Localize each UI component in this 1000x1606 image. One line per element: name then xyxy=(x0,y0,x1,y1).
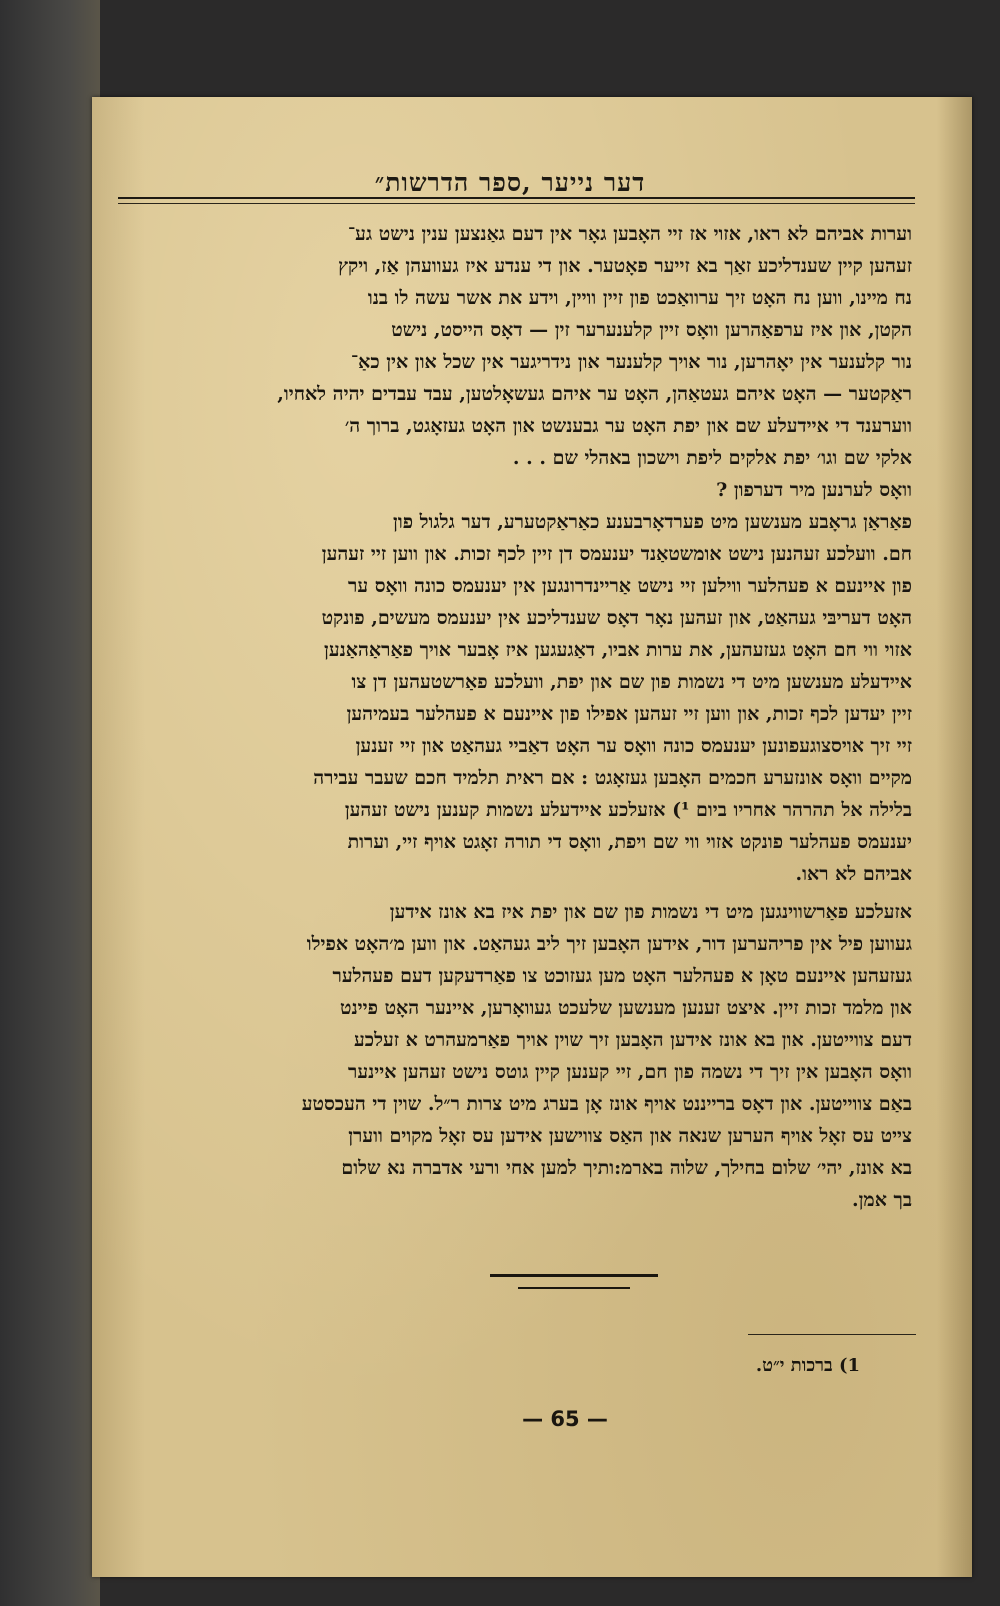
page-number: — 65 — xyxy=(522,1407,608,1431)
text-line: געווען פיל אין פריהערען דור, אידען האָבען זיך ליב געהאַט. און ווען מ׳האָט אפילו xyxy=(306,933,912,955)
text-line: בא אונז, יהי׳ שלום בחילך, שלוה בארמ:ותיך למען אחי ורעי אדברה נא שלום xyxy=(341,1157,912,1179)
text-line: ווערענד די איידעלע שם און יפת האָט ער גבענשט און האָט געזאָגט, ברוך ה׳ xyxy=(344,415,912,437)
text-line: באַם צווייטען. און דאָס ברייננט אויף אונז אָן בערג מיט צרות ר״ל. שוין די העכסטע xyxy=(301,1093,912,1115)
text-line: האָט דעריבּי געהאַט, און זעהען נאָר דאָס שענדליכע אין יענעמס מעשים, פונקט xyxy=(321,607,912,629)
footnote: 1) ברכות י״ט. xyxy=(755,1355,860,1376)
text-line: נור קלענער אין יאָהרען, נור אויך קלענער און נידריגער אין שכל און אין כאַ־ xyxy=(350,351,912,373)
text-line: און מלמד זכות זיין. איצט זענען מענשען שלעכט געוואָרען, איינער האָט פיינט xyxy=(340,997,912,1019)
body-text xyxy=(222,218,912,1216)
text-line: אזוי ווי חם האָט געזעהען, את ערות אביו, דאַגעגען איז אָבער אויך פאַראַהאַנען xyxy=(324,639,912,661)
paragraph xyxy=(222,474,912,506)
footnote-rule xyxy=(748,1334,916,1335)
paragraph xyxy=(222,218,912,474)
text-line: הקטן, און איז ערפאַהרען וואָס זיין קלענערער זין — דאָס הייסט, נישט xyxy=(391,319,912,341)
text-line: דעם צווייטען. און בא אונז אידען האָבען זיך שוין אויך פאַרמעהרט א זעלכע xyxy=(354,1029,912,1051)
text-line: אלקי שם וגו׳ יפת אלקים ליפת וישכון באהלי שם . . . xyxy=(512,447,912,469)
text-line: זיין יעדען לכף זכות, און ווען זיי זעהען אפילו פון איינעם א פעהלער בעמיהען xyxy=(346,703,912,725)
text-line: יענעמס פעהלער פונקט אזוי ווי שם ויפת, וואָס די תורה זאָגט אויף זיי, וערות xyxy=(347,831,912,853)
text-line: אביהם לא ראו. xyxy=(795,863,912,885)
text-line: חם. וועלכע זעהנען נישט אומשטאַנד יענעמס דן זיין לכף זכות. און ווען זיי זעהען xyxy=(321,543,912,565)
text-line: בלילה אל תהרהר אחריו ביום ¹) אזעלכע איידעלע נשמות קענען נישט זעהען xyxy=(344,799,912,821)
end-rule-lower xyxy=(518,1287,630,1289)
text-line: ראַקטער — האָט איהם געטאַהן, האָט ער איהם געשאָלטען, עבד עבדים יהיה לאחיו, xyxy=(277,383,912,405)
text-line: זיי זיך אויסצוגעפונען יענעמס כונה וואָס ער האָט דאַביי געהאַט און זיי זענען xyxy=(355,735,912,757)
text-line: געזעהען איינעם טאָן א פעהלער האָט מען געזוכט צו פאַרדעקען דעם פעהלער xyxy=(332,965,912,987)
header-rule-top xyxy=(118,197,915,199)
text-line: נח מיינו, ווען נח האָט זיך ערוואַכט פון זיין וויין, וידע את אשר עשה לו בנו xyxy=(367,287,912,309)
text-line: מקיים וואָס אונזערע חכמים האָבען געזאָגט : אם ראית תלמיד חכם שעבר עבירה xyxy=(313,767,912,789)
text-line: אזעלכע פאַרשווינגען מיט די נשמות פון שם און יפת איז בא אונז אידען xyxy=(389,901,912,923)
running-head: דער נייער ,ספר הדרשות״ xyxy=(374,168,646,197)
text-line: וואָס האָבען אין זיך די נשמה פון חם, זיי קענען קיין גוטס נישט זעהען איינער xyxy=(348,1061,912,1083)
text-line: וואָס לערנען מיר דערפון ? xyxy=(716,479,912,501)
paragraph xyxy=(222,506,912,890)
end-rule-upper xyxy=(490,1274,658,1277)
text-line: צייט עס זאָל אויף הערען שנאה און האַס צווישען אידען עס זאָל מקוים ווערן xyxy=(348,1125,912,1147)
text-line: פון איינעם א פעהלער ווילען זיי נישט אַריינדרונגען אין יענעמס כונה וואָס ער xyxy=(348,575,912,597)
paragraph xyxy=(222,896,912,1216)
text-line: זעהען קיין שענדליכע זאַך בא זייער פאָטער. און די ענדע איז געוועהן אַז, ויקץ xyxy=(338,255,912,277)
text-line: וערות אביהם לא ראו, אזוי אז זיי האָבען גאָר אין דעם גאַנצען ענין נישט גע־ xyxy=(347,223,912,245)
text-line: איידעלע מענשען מיט די נשמות פון שם און יפת, וועלכע פאַרשטעהען דן צו xyxy=(351,671,912,693)
text-line: פאַראַן גראָבע מענשען מיט פערדאָרבענע כאַראַקטערע, דער גלגול פון xyxy=(393,511,912,533)
header-rule-bottom xyxy=(118,203,915,204)
scan-background xyxy=(0,0,100,1606)
text-line: בך אמן. xyxy=(851,1189,912,1211)
